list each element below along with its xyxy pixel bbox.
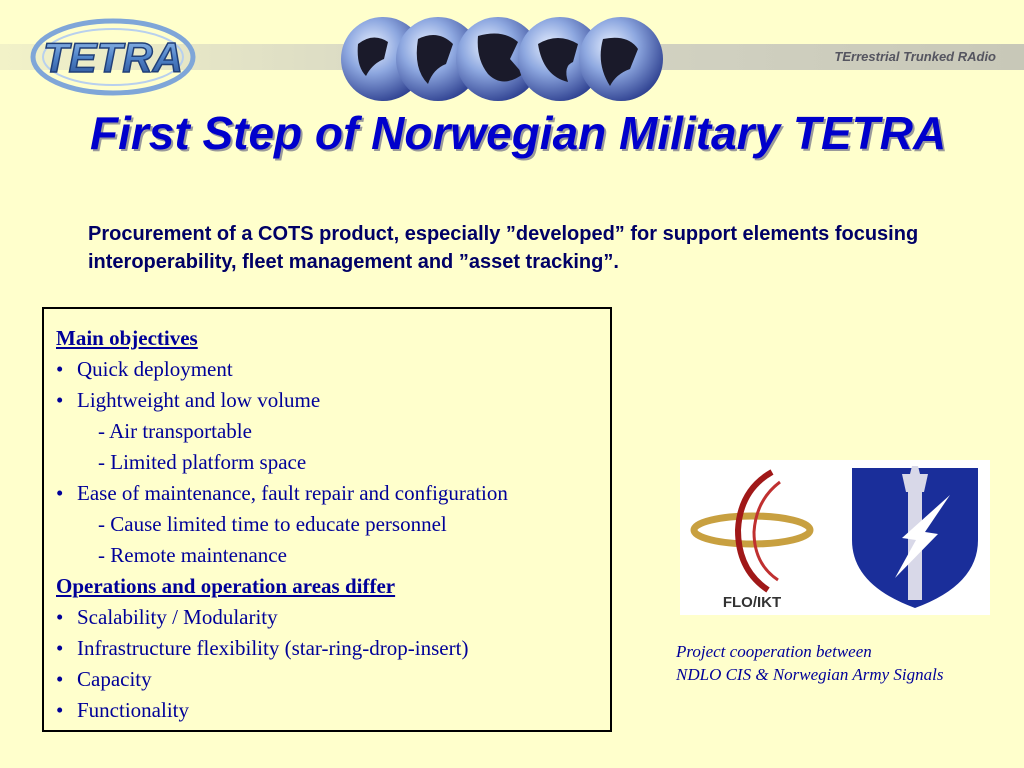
caption xyxy=(676,640,1016,686)
list-item-text: - Air transportable xyxy=(98,419,252,443)
bullet-list-item xyxy=(56,695,610,726)
bullet-marker: • xyxy=(56,667,64,691)
bullet-list-item xyxy=(56,664,610,695)
caption-line-1: Project cooperation between xyxy=(676,642,872,661)
objectives-heading-main: Main objectives xyxy=(56,326,198,350)
bullet-list-item xyxy=(56,602,610,633)
globe-5 xyxy=(579,17,663,101)
army-signals-shield xyxy=(852,466,978,608)
logos-graphic xyxy=(680,460,990,615)
tetra-logo xyxy=(28,12,198,102)
list-item-text: Capacity xyxy=(77,667,152,691)
list-item-text: Lightweight and low volume xyxy=(77,388,321,412)
bullet-marker: • xyxy=(56,698,64,722)
sub-list-item xyxy=(56,447,610,478)
list-item-text: - Limited platform space xyxy=(98,450,307,474)
bullet-marker: • xyxy=(56,481,64,505)
objectives-box xyxy=(42,307,612,732)
caption-line-2: NDLO CIS & Norwegian Army Signals xyxy=(676,665,944,684)
flo-ikt-logo xyxy=(694,472,810,611)
main-objectives-list xyxy=(56,354,610,571)
page-title: First Step of Norwegian Military TETRA xyxy=(90,107,947,159)
logos-panel xyxy=(680,460,990,615)
operations-list xyxy=(56,602,610,726)
subtitle: Procurement of a COTS product, especially ”developed” for support elements focusing interoperability, fleet management and ”asset tracking”. xyxy=(88,223,919,273)
sub-list-item xyxy=(56,540,610,571)
bullet-list-item xyxy=(56,354,610,385)
flo-ikt-text: FLO/IKT xyxy=(722,594,782,611)
list-item-text: Infrastructure flexibility (star-ring-drop-insert) xyxy=(77,636,469,660)
sub-list-item xyxy=(56,416,610,447)
objectives-heading-operations: Operations and operation areas differ xyxy=(56,574,396,598)
list-item-text: Scalability / Modularity xyxy=(77,605,278,629)
list-item-text: Ease of maintenance, fault repair and configuration xyxy=(77,481,508,505)
header-tagline: TErrestrial Trunked RAdio xyxy=(834,49,996,64)
bullet-marker: • xyxy=(56,388,64,412)
sub-list-item xyxy=(56,509,610,540)
list-item-text: - Remote maintenance xyxy=(98,543,287,567)
globes-graphic xyxy=(338,14,668,104)
bullet-marker: • xyxy=(56,605,64,629)
bullet-list-item xyxy=(56,633,610,664)
list-item-text: Functionality xyxy=(77,698,189,722)
tetra-logo-text: TETRA xyxy=(43,34,183,81)
bullet-list-item xyxy=(56,385,610,416)
bullet-list-item xyxy=(56,478,610,509)
list-item-text: - Cause limited time to educate personnel xyxy=(98,512,447,536)
bullet-marker: • xyxy=(56,357,64,381)
bullet-marker: • xyxy=(56,636,64,660)
list-item-text: Quick deployment xyxy=(77,357,233,381)
